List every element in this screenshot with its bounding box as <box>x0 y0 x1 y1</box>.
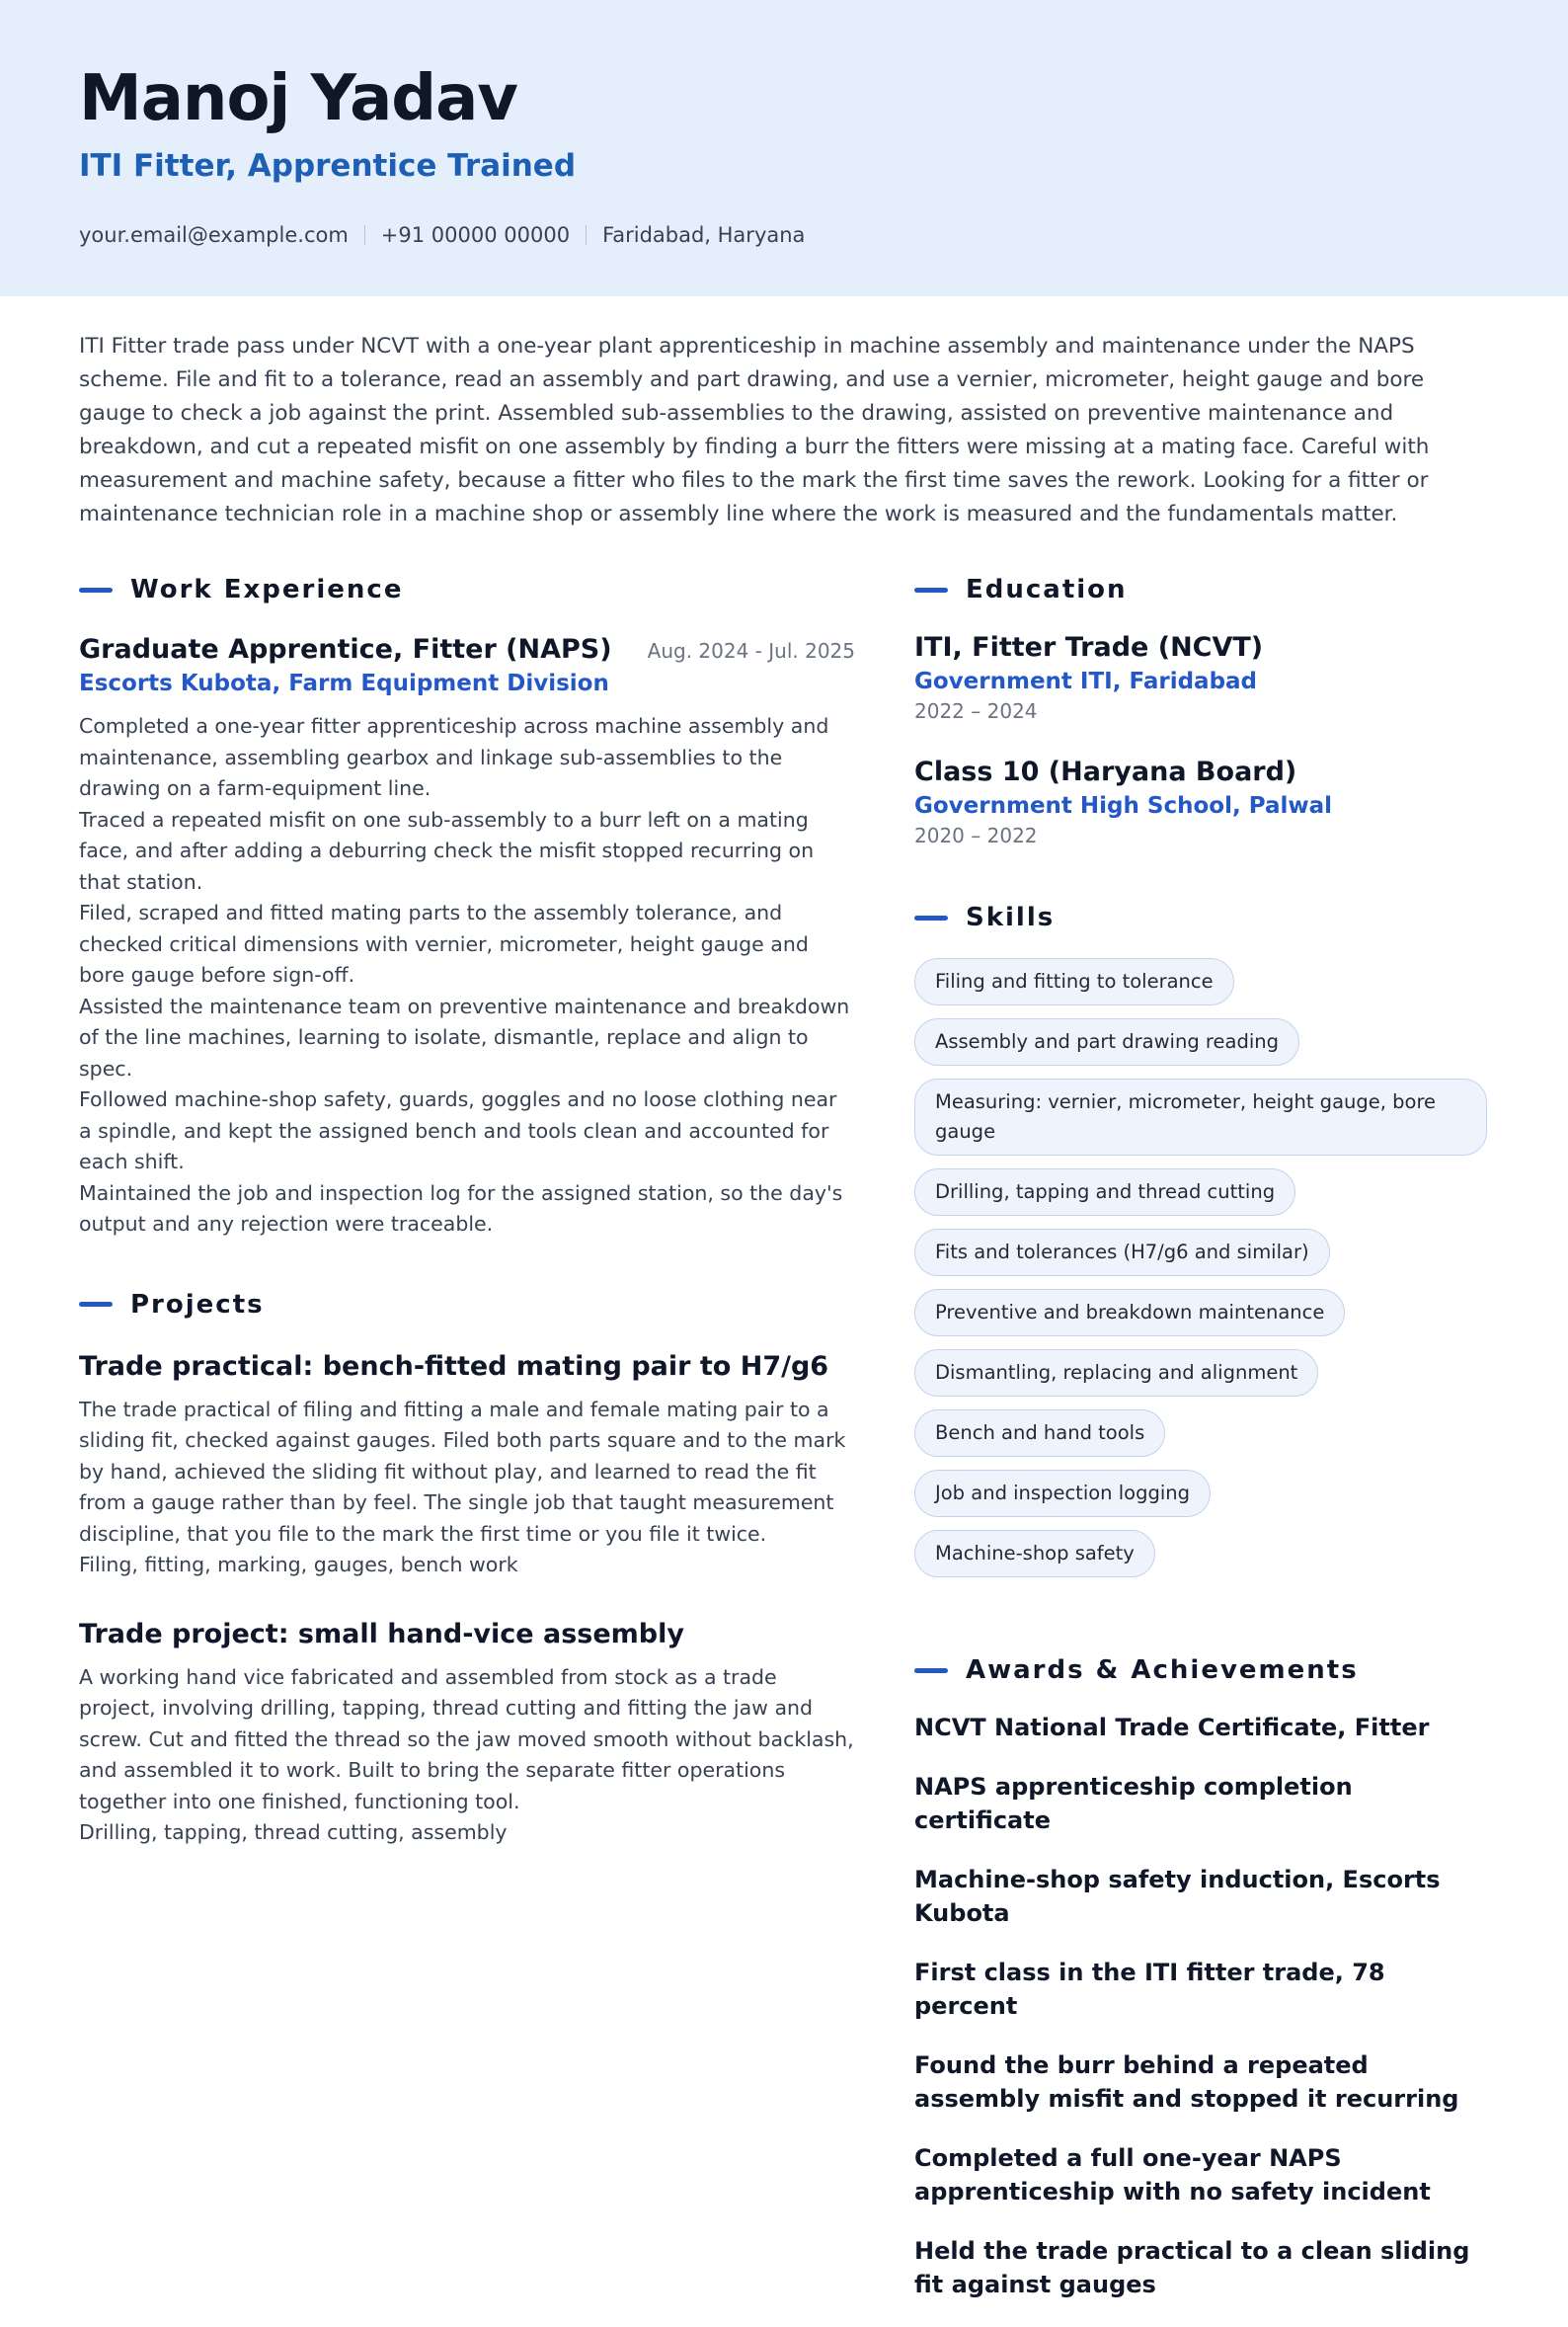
job-title: Graduate Apprentice, Fitter (NAPS) <box>79 634 612 665</box>
awards-section <box>914 1651 1487 2301</box>
project-tags: Filing, fitting, marking, gauges, bench work <box>79 1553 518 1576</box>
section-heading <box>914 571 1487 608</box>
section-heading-label: Skills <box>966 903 1056 932</box>
job-company: Escorts Kubota, Farm Equipment Division <box>79 671 609 696</box>
job-bullet: Completed a one-year fitter apprenticeship across machine assembly and maintenance, assembling gearbox and linkage sub-assemblies to the drawing on a farm-equipment line. <box>79 714 829 800</box>
project-entry <box>79 1617 855 1849</box>
skill-tag: Drilling, tapping and thread cutting <box>914 1168 1295 1216</box>
award-item: Found the burr behind a repeated assembly misfit and stopped it recurring <box>914 2051 1459 2113</box>
contact-divider <box>364 225 365 245</box>
contact-email[interactable]: your.email@example.com <box>79 223 349 247</box>
skill-tag: Dismantling, replacing and alignment <box>914 1349 1318 1397</box>
project-title: Trade practical: bench-fitted mating pair to H7/g6 <box>79 1350 829 1382</box>
contact-divider <box>586 225 587 245</box>
job-bullets <box>79 711 855 1241</box>
section-heading-label: Education <box>966 575 1128 604</box>
section-heading <box>914 1651 1487 1689</box>
skill-tag: Filing and fitting to tolerance <box>914 958 1234 1005</box>
section-accent-bar <box>914 588 948 593</box>
skill-tag: Preventive and breakdown maintenance <box>914 1289 1345 1336</box>
education-entry <box>914 755 1487 849</box>
project-title: Trade project: small hand-vice assembly <box>79 1618 684 1649</box>
contact-phone[interactable]: +91 00000 00000 <box>380 223 571 247</box>
education-school: Government High School, Palwal <box>914 793 1333 819</box>
education-degree: Class 10 (Haryana Board) <box>914 757 1297 787</box>
section-heading <box>79 1286 855 1324</box>
skill-tag: Machine-shop safety <box>914 1530 1155 1577</box>
summary: ITI Fitter trade pass under NCVT with a one-year plant apprenticeship in machine assembly and maintenance under the NAPS scheme. File and fit to a tolerance, read an assembly and part drawing, and use a vernier, micrometer, height gauge and bore gauge to check a job against the print. Assembled sub-assemblies to the drawing, assisted on preventive maintenance and breakdown, and cut a repeated misfit on one assembly by finding a burr the fitters were missing at a mating face. Careful with measurement and machine safety, because a fitter who files to the mark the first time saves the rework. Looking for a fitter or maintenance technician role in a machine shop or assembly line where the work is measured and the fundamentals matter. <box>79 334 1430 526</box>
section-heading <box>79 571 855 608</box>
awards-list <box>914 1711 1487 2301</box>
job-entry <box>79 632 855 1241</box>
job-bullet: Filed, scraped and fitted mating parts to the assembly tolerance, and checked critical dimensions with vernier, micrometer, height gauge and bore gauge before sign-off. <box>79 901 809 987</box>
left-column <box>79 571 855 2327</box>
education-entry <box>914 630 1487 725</box>
resume-header <box>0 0 1568 296</box>
award-item: NAPS apprenticeship completion certificate <box>914 1773 1353 1834</box>
work-experience-section <box>79 571 855 1241</box>
projects-section <box>79 1286 855 1849</box>
contact-line <box>79 221 1489 249</box>
skill-tag: Assembly and part drawing reading <box>914 1018 1299 1066</box>
skill-tag: Bench and hand tools <box>914 1409 1165 1457</box>
skill-tag: Job and inspection logging <box>914 1470 1211 1517</box>
skills-section <box>914 899 1487 1590</box>
education-school: Government ITI, Faridabad <box>914 669 1258 694</box>
project-entry <box>79 1349 855 1581</box>
job-bullet: Traced a repeated misfit on one sub-assembly to a burr left on a mating face, and after adding a deburring check the misfit stopped recurring on that station. <box>79 807 815 894</box>
section-accent-bar <box>79 588 113 593</box>
section-heading-label: Projects <box>130 1289 265 1320</box>
job-bullet: Assisted the maintenance team on preventive maintenance and breakdown of the line machines, learning to isolate, dismantle, replace and align to spec. <box>79 994 850 1081</box>
skill-tag: Fits and tolerances (H7/g6 and similar) <box>914 1229 1330 1276</box>
award-item: First class in the ITI fitter trade, 78 percent <box>914 1959 1385 2020</box>
right-column <box>914 571 1487 2327</box>
section-heading-label: Awards & Achievements <box>966 1655 1359 1685</box>
award-item: Completed a full one-year NAPS apprenticeship with no safety incident <box>914 2144 1431 2206</box>
resume-columns <box>0 533 1568 2327</box>
section-accent-bar <box>914 916 948 921</box>
award-item: NCVT National Trade Certificate, Fitter <box>914 1714 1430 1741</box>
job-bullet: Maintained the job and inspection log for the assigned station, so the day's output and any rejection were traceable. <box>79 1180 843 1236</box>
skills-list <box>914 958 1487 1590</box>
section-heading-label: Work Experience <box>130 575 404 604</box>
job-bullet: Followed machine-shop safety, guards, goggles and no loose clothing near a spindle, and kept the assigned bench and tools clean and accounted for each shift. <box>79 1087 837 1173</box>
project-description: The trade practical of filing and fitting a male and female mating pair to a sliding fit, checked against gauges. Filed both parts square and to the mark by hand, achieved the sliding fit without play, and learned to read the fit from a gauge rather than by feel. The single job that taught measurement discipline, that you file to the mark the first time or you file it twice. <box>79 1397 846 1546</box>
contact-location: Faridabad, Haryana <box>602 223 806 247</box>
section-heading <box>914 899 1487 936</box>
award-item: Held the trade practical to a clean sliding fit against gauges <box>914 2237 1470 2298</box>
section-accent-bar <box>914 1668 948 1673</box>
education-section <box>914 571 1487 849</box>
education-degree: ITI, Fitter Trade (NCVT) <box>914 632 1264 663</box>
education-years: 2020 – 2022 <box>914 824 1038 847</box>
candidate-name: Manoj Yadav <box>79 62 517 135</box>
project-description: A working hand vice fabricated and assembled from stock as a trade project, involving drilling, tapping, thread cutting and fitting the jaw and screw. Cut and fitted the thread so the jaw moved smooth without backlash, and assembled it to work. Built to bring the separate fitter operations together into one finished, functioning tool. <box>79 1664 854 1813</box>
candidate-headline: ITI Fitter, Apprentice Trained <box>79 148 577 184</box>
education-years: 2022 – 2024 <box>914 699 1038 723</box>
job-header <box>79 632 855 668</box>
section-accent-bar <box>79 1302 113 1307</box>
job-dates: Aug. 2024 - Jul. 2025 <box>647 639 855 663</box>
skill-tag: Measuring: vernier, micrometer, height gauge, bore gauge <box>914 1079 1487 1156</box>
award-item: Machine-shop safety induction, Escorts Kubota <box>914 1866 1441 1927</box>
project-tags: Drilling, tapping, thread cutting, assembly <box>79 1820 508 1844</box>
